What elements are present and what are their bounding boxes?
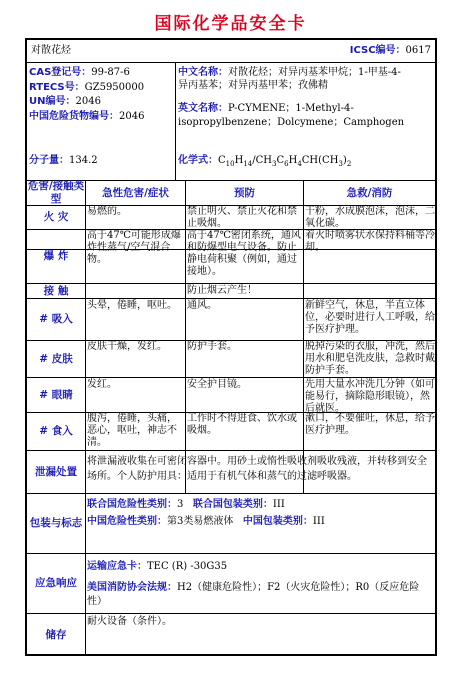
- row-label-ingestion: # 食入: [39, 425, 73, 437]
- divider: [27, 450, 435, 451]
- ingestion-prevention: 工作时不得进食、饮水或吸烟。: [187, 413, 297, 436]
- row-label-contact: 接 触: [43, 284, 69, 297]
- row-label-emergency: 应急响应: [35, 577, 77, 589]
- eyes-prevention: 安全护目镜。: [187, 379, 247, 390]
- divider: [27, 62, 435, 63]
- skin-firstaid: 脱掉污染的衣服，冲洗，然后用水和肥皂洗皮肤，急救时戴防护手套。: [305, 341, 435, 376]
- contact-prevention: 防止烟云产生！: [187, 285, 257, 296]
- divider: [27, 298, 435, 299]
- skin-symptom: 皮肤干燥，发红。: [87, 341, 167, 352]
- cn-classification: 中国危险性类别：第3类易燃液体 中国包装类别：III: [87, 516, 325, 527]
- fire-firstaid: 干粉，水成膜泡沫，泡沫，二氧化碳。: [305, 206, 435, 229]
- eyes-symptom: 发红。: [87, 379, 117, 390]
- ingestion-symptom: 腹泻，倦睡，头痛，恶心，呕吐，神志不清。: [87, 413, 177, 448]
- row-label-fire: 火 灾: [43, 211, 69, 223]
- skin-prevention: 防护手套。: [187, 341, 237, 352]
- divider: [27, 493, 435, 494]
- un-classification: 联合国危险性类别：3 联合国包装类别：III: [87, 499, 285, 510]
- col-header-type: 危害/接触类型: [27, 180, 85, 205]
- row-label-storage: 储存: [45, 628, 67, 641]
- explosion-firstaid: 着火时喷雾状水保持料桶等冷却。: [305, 230, 435, 253]
- divider: [185, 180, 186, 493]
- row-label-packaging: 包装与标志: [29, 517, 83, 529]
- col-header-prevention: 预防: [234, 186, 255, 199]
- chinese-name-cont: 异丙基苯；对异丙基甲苯；孜佛精: [178, 80, 328, 91]
- eyes-firstaid: 先用大量水冲洗几分钟（如可能易行，摘除隐形眼镜），然后就医。: [305, 379, 435, 414]
- ingestion-firstaid: 漱口，不要催吐，休息，给予医疗护理。: [305, 413, 435, 436]
- row-label-skin: # 皮肤: [39, 352, 73, 365]
- divider: [27, 377, 435, 378]
- inhalation-symptom: 头晕，倦睡，呕吐。: [87, 300, 177, 311]
- transport-emergency-card: 运输应急卡：TEC (R) -30G35: [87, 561, 228, 572]
- row-label-explosion: 爆 炸: [43, 250, 69, 262]
- col-header-firstaid: 急救/消防: [346, 186, 393, 199]
- english-name-cont: isopropylbenzene；Dolcymene；Camphogen: [178, 117, 405, 128]
- cas-number: CAS登记号：99-87-6: [29, 67, 130, 78]
- inhalation-prevention: 通风。: [187, 300, 217, 311]
- divider: [27, 283, 435, 284]
- explosion-prevention: 高于47℃密闭系统，通风和防爆型电气设备。防止静电荷积聚（例如，通过接地）。: [187, 230, 301, 277]
- divider: [85, 180, 86, 656]
- storage-text: 耐火设备（条件）。: [87, 616, 172, 627]
- col-header-symptom: 急性危害/症状: [102, 186, 169, 199]
- icsc-number: ICSC编号：0617: [349, 45, 431, 56]
- row-label-eyes: # 眼睛: [39, 388, 73, 401]
- molecular-weight: 分子量：134.2: [29, 155, 98, 166]
- explosion-symptom: 高于47℃可能形成爆炸性蒸气/空气混合物。: [87, 230, 181, 265]
- un-number: UN编号：2046: [29, 96, 101, 107]
- fire-prevention: 禁止明火、禁止火花和禁止吸烟。: [187, 206, 297, 229]
- substance-name: 对散花烃: [31, 45, 71, 56]
- chinese-name: 中文名称：对散花烃；对异丙基苯甲烷；1-甲基-4-: [178, 67, 401, 78]
- nfpa-code: 美国消防协会法规：H2（健康危险性）；F2（火灾危险性）；R0（反应危险性）: [87, 582, 420, 607]
- leak-text: 将泄漏液收集在可密闭容器中。用砂土或惰性吸收剂吸收残液，并转移到安全场所。个人防护用具：适用于有机气体和蒸气的过滤呼吸器。: [87, 456, 427, 482]
- row-label-inhalation: # 吸入: [39, 313, 73, 325]
- divider: [27, 613, 435, 614]
- inhalation-firstaid: 新鲜空气，休息，半直立体位，必要时进行人工呼吸，给予医疗护理。: [305, 300, 435, 335]
- cn-dangerous-goods-number: 中国危险货物编号：2046: [29, 111, 145, 122]
- rtecs-number: RTECS号：GZ5950000: [29, 82, 145, 93]
- chemical-formula: 化学式：$C_{10}H_{14}/CH_3C_6H_4CH(CH_3)_2$: [178, 155, 352, 168]
- divider: [27, 553, 435, 554]
- row-label-leak: 泄漏处置: [35, 465, 77, 478]
- safety-card: [25, 38, 437, 656]
- english-name: 英文名称：P-CYMENE；1-Methyl-4-: [178, 103, 354, 114]
- fire-symptom: 易燃的。: [87, 206, 127, 217]
- divider: [303, 180, 304, 493]
- card-title: 国际化学品安全卡: [154, 14, 307, 34]
- divider: [175, 62, 176, 180]
